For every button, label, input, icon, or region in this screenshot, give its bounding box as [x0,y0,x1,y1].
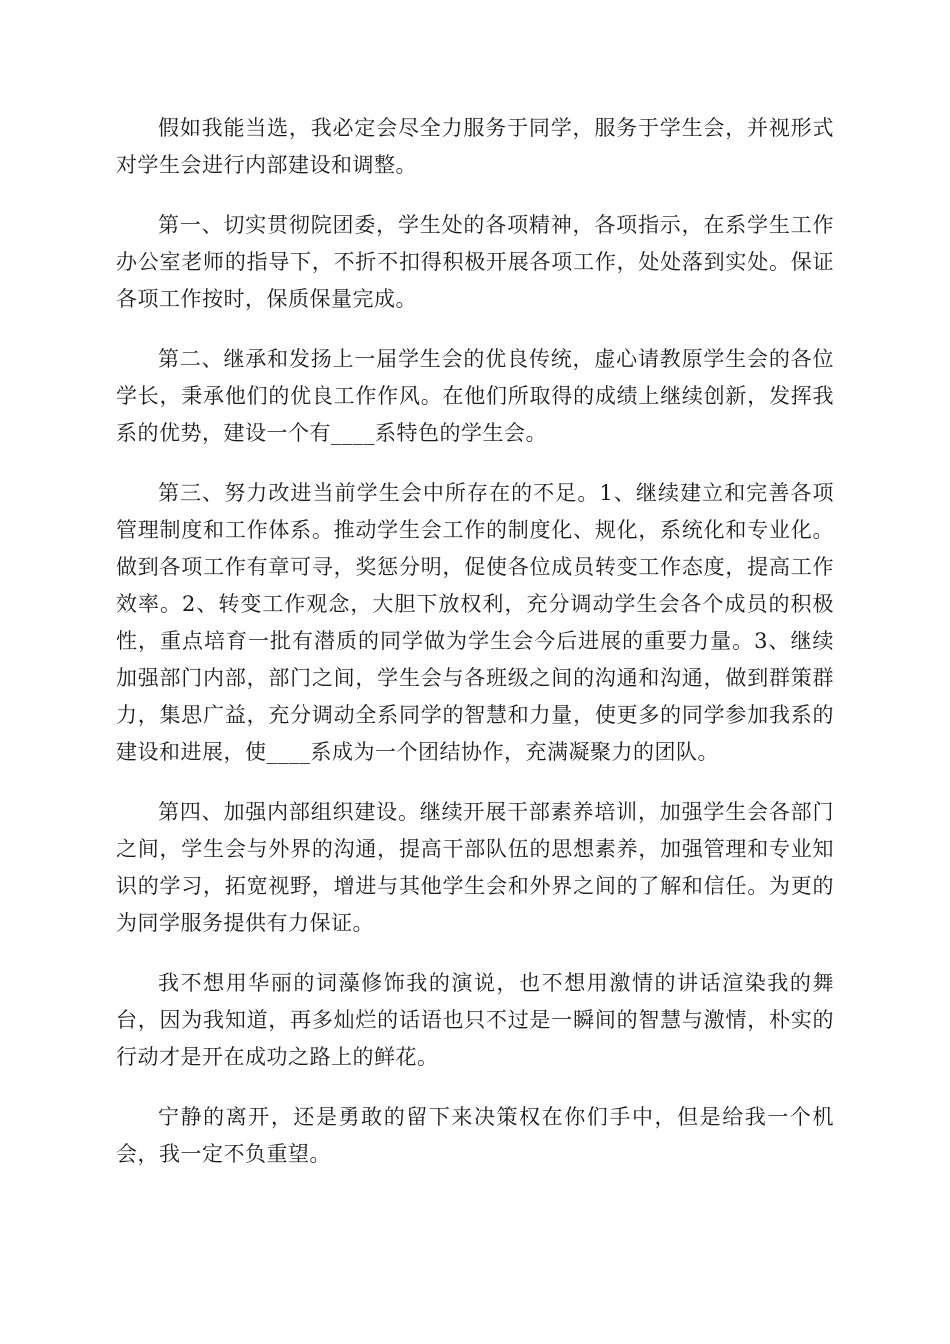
paragraph-point-one: 第一、切实贯彻院团委，学生处的各项精神，各项指示，在系学生工作办公室老师的指导下，不折不扣得积极开展各项工作，处处落到实处。保证各项工作按时，保质保量完成。 [116,213,834,311]
paragraph-point-four: 第四、加强内部组织建设。继续开展干部素养培训，加强学生会各部门之间，学生会与外界的沟通，提高干部队伍的思想素养，加强管理和专业知识的学习，拓宽视野，增进与其他学生会和外界之间的了解和信任。为更的为同学服务提供有力保证。 [116,800,834,935]
document-body [116,110,834,1196]
paragraph-point-two: 第二、继承和发扬上一届学生会的优良传统，虚心请教原学生会的各位学长，秉承他们的优良工作作风。在他们所取得的成绩上继续创新，发挥我系的优势，建设一个有____系特色的学生会。 [116,347,834,445]
paragraph-point-three: 第三、努力改进当前学生会中所存在的不足。1、继续建立和完善各项管理制度和工作体系。推动学生会工作的制度化、规化，系统化和专业化。做到各项工作有章可寻，奖惩分明，促使各位成员转变工作态度，提高工作效率。2、转变工作观念，大胆下放权利，充分调动学生会各个成员的积极性，重点培育一批有潜质的同学做为学生会今后进展的重要力量。3、继续加强部门内部，部门之间，学生会与各班级之间的沟通和沟通，做到群策群力，集思广益，充分调动全系同学的智慧和力量，使更多的同学参加我系的建设和进展，使____系成为一个团结协作，充满凝聚力的团队。 [116,481,834,764]
paragraph-closing-action: 我不想用华丽的词藻修饰我的演说，也不想用激情的讲话渲染我的舞台，因为我知道，再多灿烂的话语也只不过是一瞬间的智慧与激情，朴实的行动才是开在成功之路上的鲜花。 [116,971,834,1069]
paragraph-final-appeal: 宁静的离开，还是勇敢的留下来决策权在你们手中，但是给我一个机会，我一定不负重望。 [116,1105,834,1166]
paragraph-election-pledge: 假如我能当选，我必定会尽全力服务于同学，服务于学生会，并视形式对学生会进行内部建设和调整。 [116,116,834,177]
